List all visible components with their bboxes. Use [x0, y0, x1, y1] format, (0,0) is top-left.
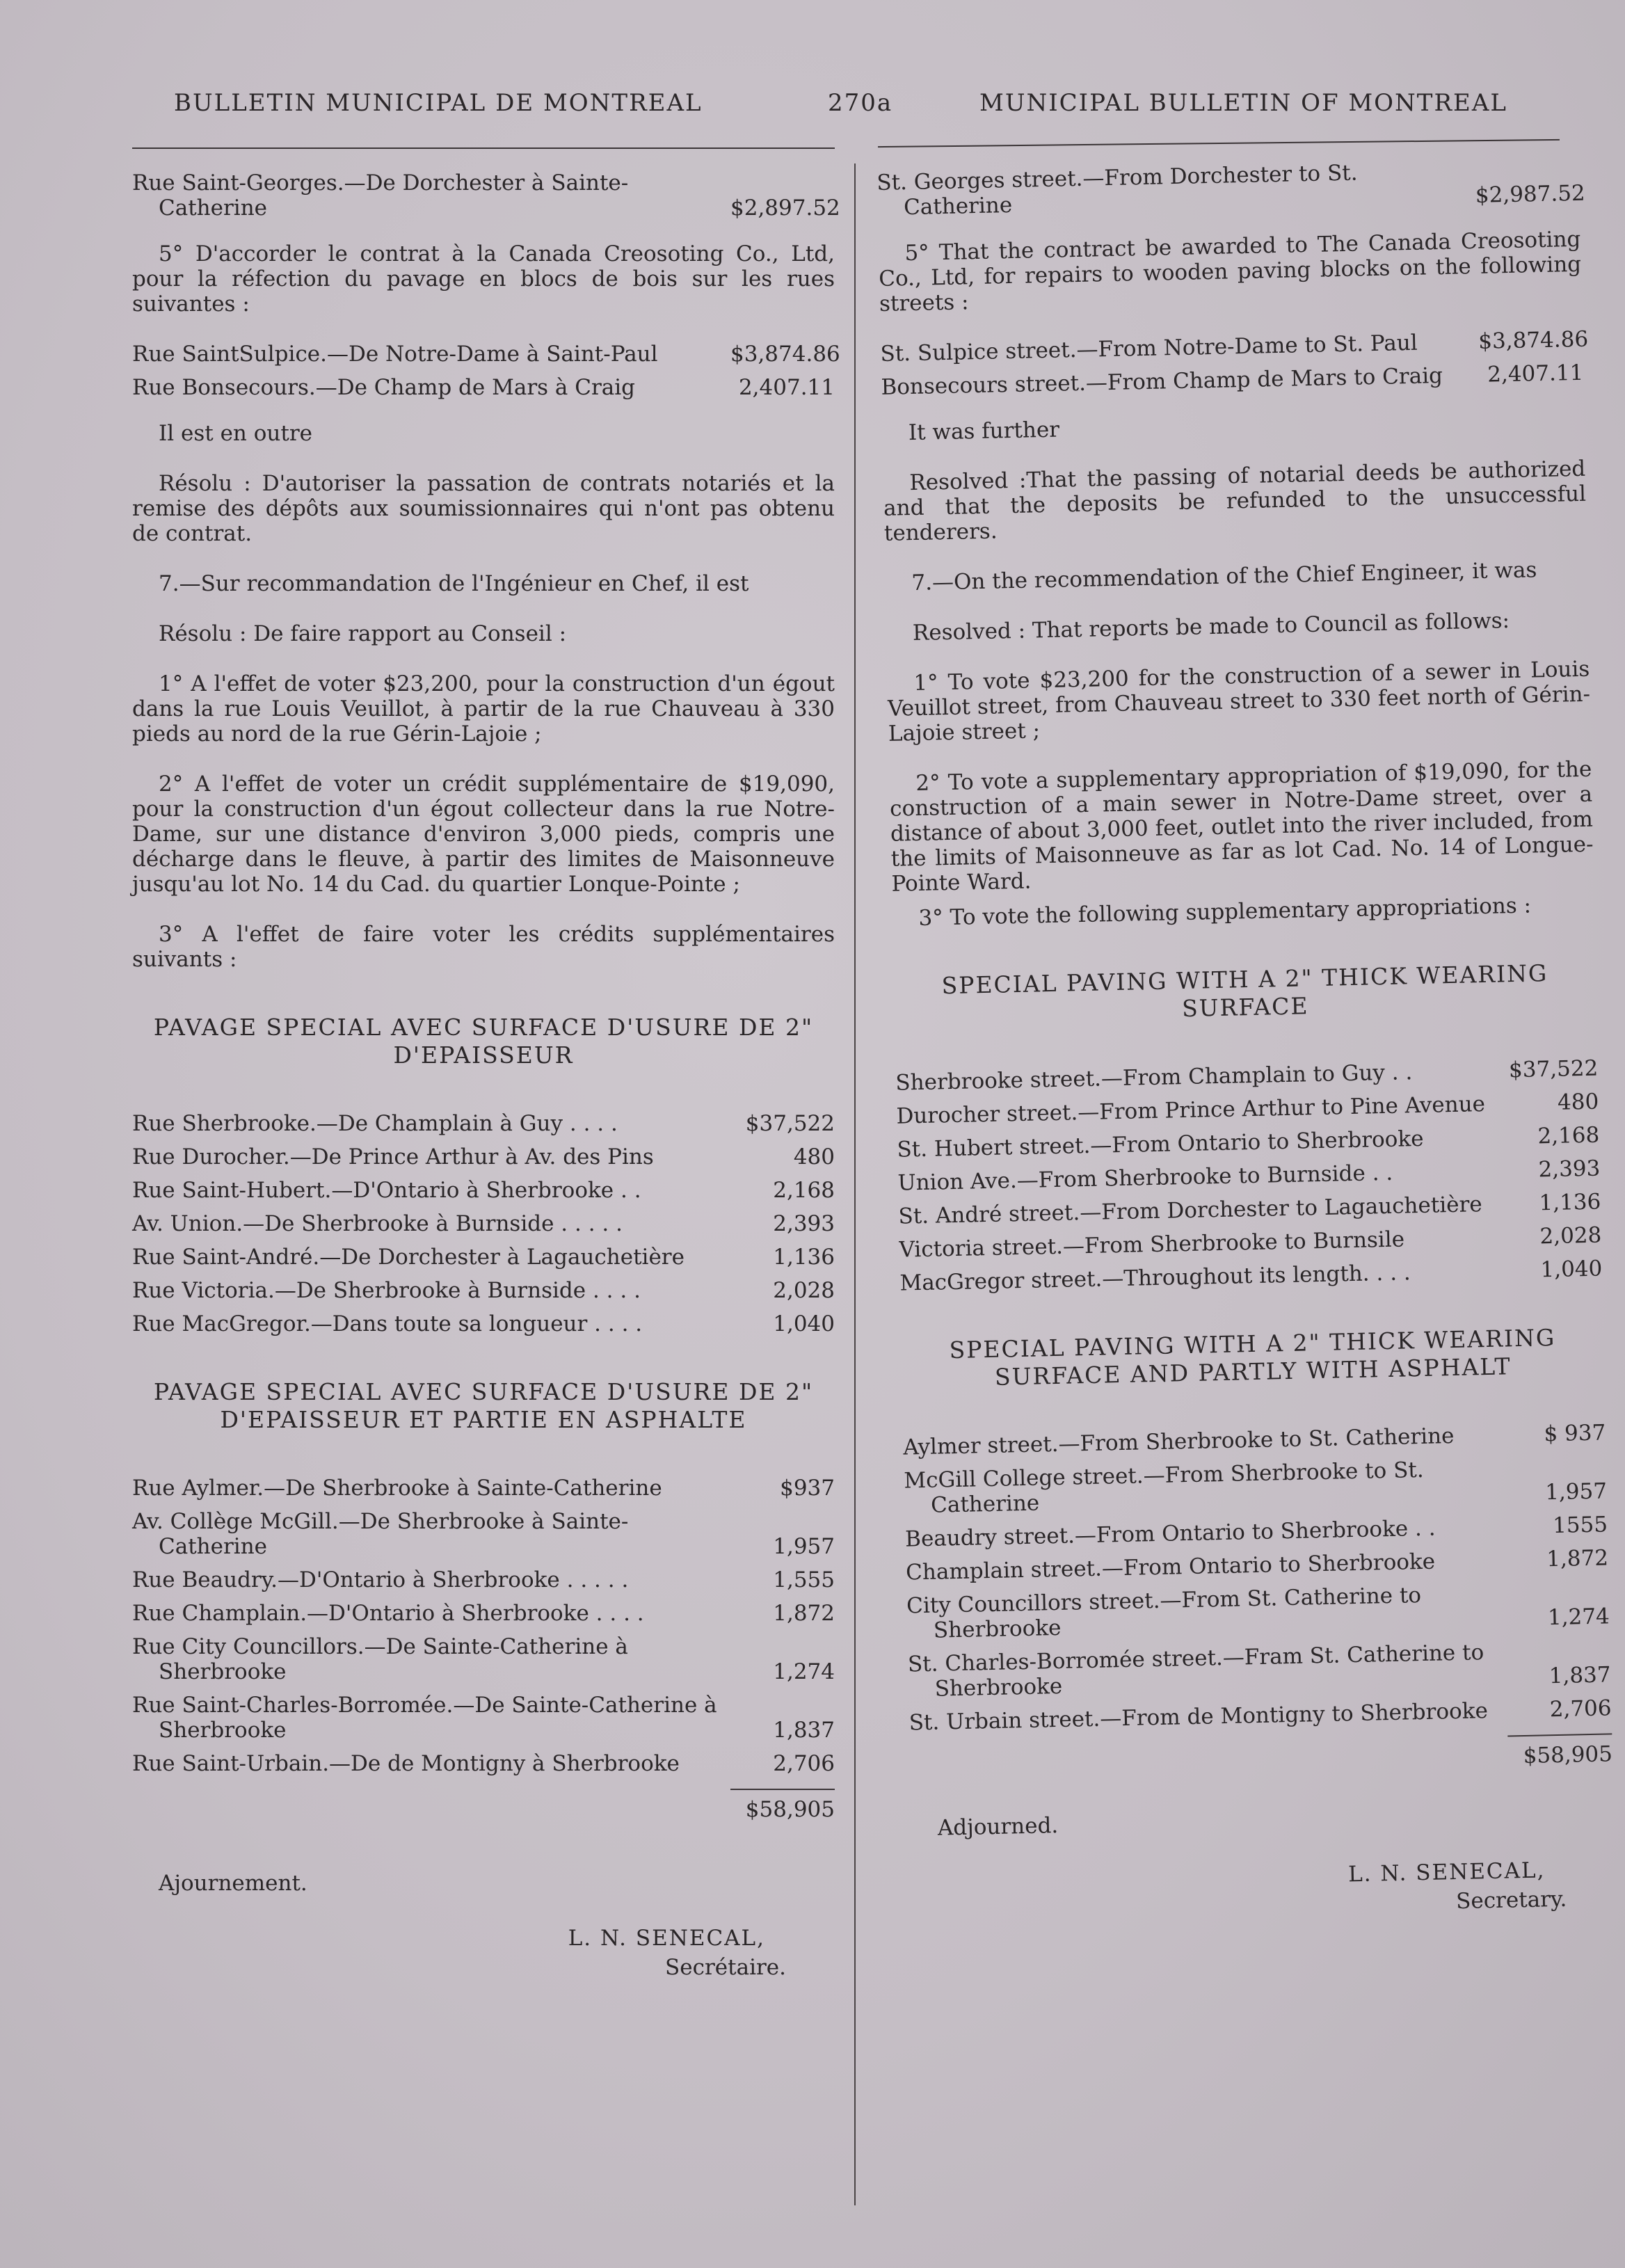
item-amount: 1,957	[773, 1534, 835, 1559]
item-amount: $37,522	[745, 1111, 835, 1136]
item-label: St. André street.—From Dorchester to Lagauchetière	[898, 1192, 1483, 1229]
list-item	[897, 1156, 1601, 1196]
paragraph: 2° A l'effet de voter un crédit supplémentaire de $19,090, pour la construction d'un égout collecteur dans la rue Notre-Dame, sur une distance d'environ 3,000 pieds, compris une décharge dans le fleuve, à partir des limites de Maisonneuve jusqu'au lot No. 14 du Cad. du quartier Lonque-Pointe ;	[132, 772, 835, 897]
header-english-title: MUNICIPAL BULLETIN OF MONTREAL	[979, 89, 1508, 117]
paragraph: It was further	[908, 417, 1060, 446]
item-amount: 1,555	[773, 1567, 835, 1592]
item-label: Sherbrooke street.—From Champlain to Guy . .	[895, 1060, 1413, 1096]
item-label: Av. Union.—De Sherbrooke à Burnside . . . . .	[132, 1211, 623, 1236]
item-label: Rue Bonsecours.—De Champ de Mars à Craig	[132, 375, 636, 400]
total-amount: $58,905	[1523, 1741, 1613, 1769]
list-item	[132, 170, 840, 221]
english-column	[876, 160, 1613, 1928]
item-amount: 1,837	[773, 1718, 835, 1743]
item-amount: 2,168	[773, 1178, 835, 1203]
list-item	[895, 1056, 1599, 1096]
item-label: St. Sulpice street.—From Notre-Dame to St. Paul	[880, 330, 1418, 367]
item-label: Victoria street.—From Sherbrooke to Burnsile	[899, 1227, 1405, 1263]
item-label: Rue Saint-André.—De Dorchester à Lagauchetière	[132, 1245, 685, 1270]
item-amount: 1555	[1552, 1512, 1608, 1539]
total-rule	[1507, 1733, 1612, 1736]
paragraph: 1° A l'effet de voter $23,200, pour la construction d'un égout dans la rue Louis Veuillot, à partir de la rue Chauveau à 330 pieds au nord de la rue Gérin-Lajoie ;	[132, 671, 835, 746]
item-amount: 480	[1557, 1089, 1599, 1115]
item-label: St. Hubert street.—From Ontario to Sherbrooke	[897, 1126, 1424, 1163]
list-item	[132, 1178, 835, 1203]
item-amount: 1,837	[1548, 1662, 1611, 1689]
item-label: Rue Champlain.—D'Ontario à Sherbrooke . . . .	[132, 1601, 644, 1626]
contract-paragraph: 5° D'accorder le contrat à la Canada Creosoting Co., Ltd, pour la réfection du pavage en blocs de bois sur les rues suivantes :	[132, 241, 835, 317]
header-rule-right	[878, 139, 1560, 147]
item-label: Rue MacGregor.—Dans toute sa longueur . . . .	[132, 1311, 643, 1336]
item-label: St. Charles-Borromée street.—Fram St. Catherine to Sherbrooke	[907, 1640, 1484, 1702]
list-item	[906, 1579, 1610, 1643]
item-amount: 2,393	[773, 1211, 835, 1236]
item-amount: 1,872	[773, 1601, 835, 1626]
list-item	[881, 360, 1584, 400]
header-french-title: BULLETIN MUNICIPAL DE MONTREAL	[174, 89, 703, 117]
list-item	[908, 1637, 1611, 1702]
item-amount: $2,897.52	[730, 195, 840, 221]
paragraph: 3° To vote the following supplementary appropriations :	[918, 893, 1532, 931]
signature-block	[912, 1854, 1616, 1927]
item-amount: 2,028	[773, 1278, 835, 1303]
signatory-name: L. N. SENECAL,	[1347, 1858, 1546, 1887]
list-item	[880, 326, 1589, 367]
column-divider	[854, 163, 856, 2205]
item-label: St. Georges street.—From Dorchester to St. Catherine	[876, 160, 1358, 221]
list-item	[132, 1476, 835, 1501]
list-item	[896, 1089, 1599, 1129]
list-item	[897, 1123, 1600, 1163]
english-content	[876, 156, 1616, 1928]
list-item	[132, 1311, 835, 1336]
french-column	[132, 170, 840, 1982]
paragraph: 7.—Sur recommandation de l'Ingénieur en Chef, il est	[159, 571, 749, 596]
item-label: Rue Victoria.—De Sherbrooke à Burnside . . . .	[132, 1278, 641, 1303]
item-label: Av. Collège McGill.—De Sherbrooke à Sainte-Catherine	[132, 1509, 629, 1559]
item-amount: 2,168	[1537, 1122, 1600, 1149]
item-label: Champlain street.—From Ontario to Sherbrooke	[905, 1549, 1436, 1586]
paragraph: 2° To vote a supplementary appropriation of $19,090, for the construction of a main sewer in Notre-Dame street, over a distance of about 3,000 feet, outlet into the river included, from the limits of Maisonneuve as far as lot Cad. No. 14 of Longue-Pointe Ward.	[889, 756, 1594, 897]
item-amount: $3,874.86	[1478, 326, 1589, 354]
list-item	[132, 1509, 835, 1559]
item-amount: $2,987.52	[1475, 180, 1586, 208]
list-item	[899, 1223, 1602, 1263]
item-amount: 2,393	[1538, 1156, 1601, 1183]
total-rule	[730, 1789, 835, 1790]
signatory-name: L. N. SENECAL,	[568, 1926, 765, 1951]
item-amount: $37,522	[1508, 1055, 1599, 1083]
header-rule-left	[132, 147, 835, 149]
item-label: Rue Aylmer.—De Sherbrooke à Sainte-Catherine	[132, 1476, 662, 1501]
item-label: Rue Durocher.—De Prince Arthur à Av. des Pins	[132, 1144, 654, 1169]
item-label: St. Urbain street.—From de Montigny to Sherbrooke	[908, 1698, 1489, 1736]
adjournment: Ajournement.	[159, 1871, 307, 1896]
item-label: Union Ave.—From Sherbrooke to Burnside . .	[897, 1160, 1393, 1196]
paragraph: 1° To vote $23,200 for the construction of a sewer in Louis Veuillot street, from Chauveau street to 330 feet north of Gérin-Lajoie street ;	[887, 656, 1591, 746]
paragraph: Résolu : De faire rapport au Conseil :	[159, 621, 567, 646]
paving-list-1	[132, 1111, 835, 1336]
list-item	[132, 1634, 835, 1684]
item-amount: 2,407.11	[738, 375, 835, 400]
item-label: MacGregor street.—Throughout its length. . . .	[899, 1260, 1411, 1296]
item-amount: $ 937	[1544, 1420, 1606, 1447]
list-item	[132, 1144, 835, 1169]
item-label: Durocher street.—From Prince Arthur to Pine Avenue	[896, 1091, 1486, 1129]
list-item	[132, 342, 840, 367]
item-amount: 1,136	[1539, 1189, 1601, 1216]
list-item	[906, 1545, 1609, 1585]
item-amount: 2,706	[773, 1751, 835, 1776]
contract-paragraph: 5° That the contract be awarded to The Canada Creosoting Co., Ltd, for repairs to wooden paving blocks on the following streets :	[878, 226, 1582, 317]
item-label: Rue Saint-Urbain.—De de Montigny à Sherbrooke	[132, 1751, 680, 1776]
item-amount: $937	[780, 1476, 835, 1501]
signature-block	[132, 1924, 835, 1982]
list-item	[132, 1751, 835, 1776]
item-label: Rue City Councillors.—De Sainte-Catherine à Sherbrooke	[132, 1634, 628, 1684]
paragraph: Resolved :That the passing of notarial deeds be authorized and that the deposits be refunded to the unsuccessful tenderers.	[883, 456, 1587, 546]
signatory-role: Secretary.	[1455, 1886, 1567, 1915]
item-amount: 1,136	[773, 1245, 835, 1270]
section-heading: PAVAGE SPECIAL AVEC SURFACE D'USURE DE 2" D'EPAISSEUR	[153, 1014, 814, 1069]
list-item	[905, 1512, 1608, 1551]
list-item	[898, 1190, 1601, 1229]
item-amount: $3,874.86	[730, 342, 840, 367]
paragraph: 7.—On the recommendation of the Chief Engineer, it was	[911, 557, 1537, 596]
paragraph: Resolved : That reports be made to Council as follows:	[912, 608, 1510, 646]
paving-list-2	[132, 1476, 835, 1776]
paving-list-2	[903, 1420, 1612, 1735]
total-amount: $58,905	[745, 1797, 835, 1822]
item-label: McGill College street.—From Sherbrooke to St. Catherine	[904, 1457, 1425, 1518]
item-label: Rue SaintSulpice.—De Notre-Dame à Saint-Paul	[132, 342, 658, 367]
item-label: Beaudry street.—From Ontario to Sherbrooke . .	[904, 1515, 1436, 1552]
list-item	[132, 1601, 835, 1626]
item-amount: 1,957	[1544, 1478, 1608, 1506]
item-amount: 1,274	[1547, 1604, 1610, 1631]
list-item	[876, 156, 1586, 221]
list-item	[899, 1256, 1603, 1296]
list-item	[904, 1453, 1607, 1518]
list-item	[132, 1567, 835, 1592]
item-label: Aylmer street.—From Sherbrooke to St. Catherine	[903, 1423, 1455, 1460]
list-item	[132, 1111, 835, 1136]
list-item	[132, 1245, 835, 1270]
list-item	[908, 1695, 1612, 1735]
list-item	[132, 375, 835, 400]
paragraph: Il est en outre	[159, 421, 312, 446]
section-heading: PAVAGE SPECIAL AVEC SURFACE D'USURE DE 2" D'EPAISSEUR ET PARTIE EN ASPHALTE	[153, 1378, 814, 1433]
item-amount: 1,872	[1546, 1545, 1609, 1572]
item-amount: 1,040	[773, 1311, 835, 1336]
item-amount: 2,706	[1549, 1695, 1612, 1723]
item-amount: 2,407.11	[1487, 360, 1584, 388]
item-label: Rue Beaudry.—D'Ontario à Sherbrooke . . . . .	[132, 1567, 629, 1592]
section-heading: SPECIAL PAVING WITH A 2" THICK WEARING SURFACE	[941, 959, 1548, 1023]
item-label: Rue Sherbrooke.—De Champlain à Guy . . . .	[132, 1111, 618, 1136]
item-label: Rue Saint-Hubert.—D'Ontario à Sherbrooke . .	[132, 1178, 641, 1203]
adjournment: Adjourned.	[937, 1813, 1059, 1841]
paving-list-1	[895, 1056, 1603, 1296]
item-amount: 2,028	[1539, 1222, 1602, 1249]
signatory-role: Secrétaire.	[665, 1955, 786, 1980]
list-item	[132, 1211, 835, 1236]
page-number: 270a	[828, 89, 893, 117]
item-label: City Councillors street.—From St. Catherine to Sherbrooke	[906, 1583, 1422, 1643]
item-amount: 480	[793, 1144, 835, 1169]
item-amount: 1,040	[1540, 1256, 1603, 1283]
item-label: Rue Saint-Charles-Borromée.—De Sainte-Catherine à Sherbrooke	[132, 1693, 717, 1743]
item-label: Rue Saint-Georges.—De Dorchester à Sainte-Catherine	[132, 170, 629, 221]
paragraph: Résolu : D'autoriser la passation de contrats notariés et la remise des dépôts aux soumissionnaires qui n'ont pas obtenu de contrat.	[132, 471, 835, 546]
paragraph: 3° A l'effet de faire voter les crédits supplémentaires suivants :	[132, 922, 835, 972]
list-item	[132, 1278, 835, 1303]
list-item	[903, 1420, 1606, 1460]
item-amount: 1,274	[773, 1659, 835, 1684]
section-heading: SPECIAL PAVING WITH A 2" THICK WEARING SURFACE AND PARTLY WITH ASPHALT	[949, 1323, 1556, 1391]
list-item	[132, 1693, 835, 1743]
item-label: Bonsecours street.—From Champ de Mars to Craig	[881, 363, 1443, 400]
